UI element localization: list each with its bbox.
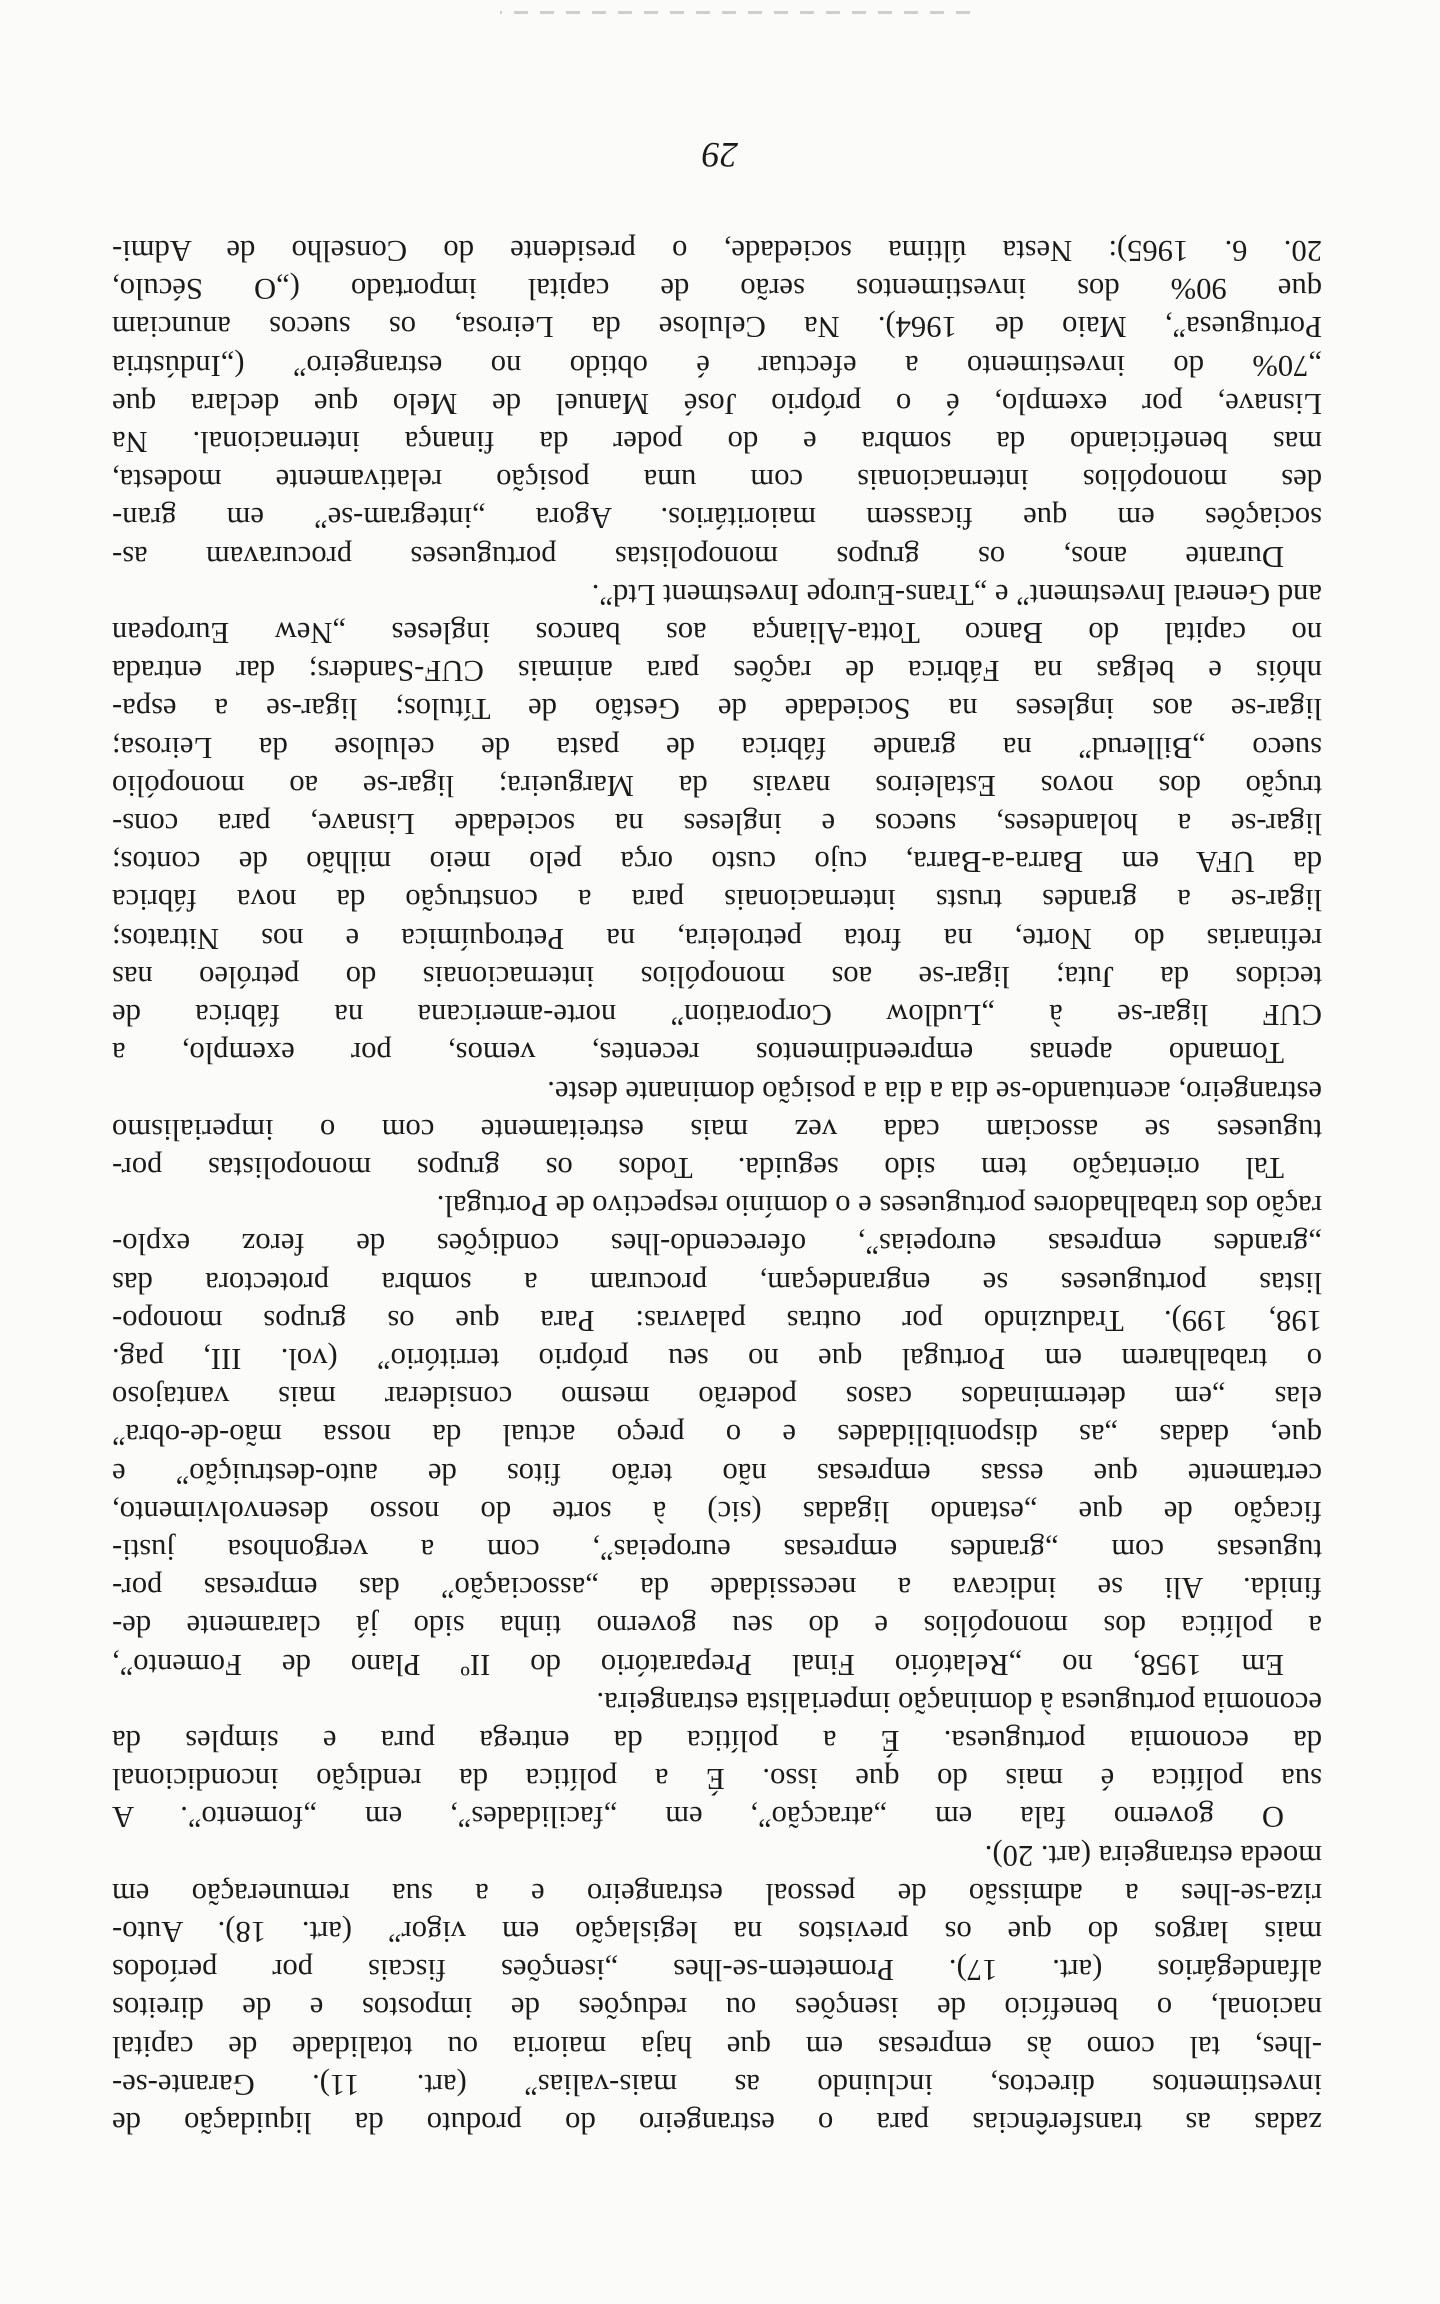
page-number: 29: [702, 135, 738, 175]
text-line: sociações em que ficassem maioritários. Agora „integram-se” em gran-: [112, 501, 1322, 536]
text-line: ficação de que „estando ligadas (sic) à sorte do nosso desenvolvimento,: [112, 1494, 1322, 1529]
text-line: Durante anos, os grupos monopolistas portugueses procuravam as-: [112, 539, 1284, 574]
text-line: da economia portuguesa. É a política da entrega pura e simples da: [112, 1723, 1322, 1758]
text-line: ligar-se a grandes trusts internacionais para a construção da nova fábrica: [112, 883, 1322, 918]
text-line: que, dadas „as disponibilidades e o preço actual da nossa mão-de-obra”: [112, 1418, 1322, 1453]
text-line: and General Investment” e „Trans-Europe Investment Ltd”.: [591, 577, 1322, 612]
text-line: Tomando apenas empreendimentos recentes, vemos, por exemplo, a: [112, 1036, 1284, 1071]
text-line: des monopólios internacionais com uma posição relativamente modesta,: [112, 463, 1322, 498]
text-line: listas portugueses se engrandeçam, procuram a sombra protectora das: [112, 1265, 1322, 1300]
text-line: „70% do investimento a efectuar é obtido no estrangeiro” („Indústria: [112, 348, 1322, 383]
text-line: elas „em determinados casos poderão mesmo considerar mais vantajoso: [112, 1380, 1322, 1415]
text-line: tugueses se associam cada vez mais estreitamente com o imperialismo: [112, 1112, 1322, 1147]
text-line: o trabalharem em Portugal que no seu próprio território” (vol. III, pag.: [112, 1341, 1322, 1376]
text-line: mas beneficiando da sombra e do poder da finança internacional. Na: [112, 425, 1322, 460]
text-line: O governo fala em „atracção”, em „facilidades”, em „fomento”. A: [112, 1800, 1284, 1835]
text-line: finida. Ali se indicava a necessidade da „associação” das empresas por-: [112, 1571, 1322, 1606]
text-line: a política dos monopólios e do seu governo tinha sido já claramente de-: [112, 1609, 1322, 1644]
text-line: economia portuguesa à dominação imperialista estrangeira.: [596, 1685, 1322, 1720]
text-line: investimentos directos, incluindo as mais-valias” (art. 11). Garante-se-: [112, 2067, 1322, 2102]
text-line: 20. 6. 1965): Nesta última sociedade, o presidente do Conselho de Admi-: [112, 234, 1322, 269]
text-line: CUF ligar-se à „Ludlow Corporation” norte-americana na fábrica de: [112, 998, 1322, 1033]
text-line: „grandes empresas europeias”, oferecendo-lhes condições de feroz explo-: [112, 1227, 1322, 1262]
text-line: mais largos do que os previstos na legislação em vigor” (art. 18). Auto-: [112, 1914, 1322, 1949]
text-line: Em 1958, no „Relatório Final Preparatório do IIº Plano de Fomento”,: [112, 1647, 1284, 1682]
text-line: tecidos da Juta; ligar-se aos monopólios internacionais do petróleo nas: [112, 959, 1322, 994]
text-line: 198, 199). Traduzindo por outras palavras: Para que os grupos monopo-: [112, 1303, 1322, 1338]
text-line: Lisnave, por exemplo, é o próprio José Manuel de Melo que declara que: [112, 386, 1322, 421]
text-line: nhóis e belgas na Fábrica de rações para animais CUF-Sanders; dar entrada: [112, 654, 1322, 689]
text-line: tuguesas com „grandes empresas europeias”, com a vergonhosa justi-: [112, 1532, 1322, 1567]
text-line: ligar-se a holandeses, suecos e ingleses na sociedade Lisnave, para cons-: [112, 807, 1322, 842]
text-line: -lhes, tal como às empresas em que haja maioria ou totalidade de capital: [112, 2029, 1322, 2064]
text-line: certamente que essas empresas não terão fitos de auto-destruição” e: [112, 1456, 1322, 1491]
text-line: estrangeiro, acentuando-se dia a dia a posição dominante deste.: [547, 1074, 1322, 1109]
text-line: zadas as transferências para o estrangeiro do produto da liquidação de: [112, 2106, 1322, 2140]
text-line: moeda estrangeira (art. 20).: [984, 1838, 1322, 1873]
text-line: Tal orientação tem sido seguida. Todos os grupos monopolistas por-: [112, 1150, 1284, 1185]
text-line: no capital do Banco Totta-Aliança aos bancos ingleses „New European: [112, 616, 1322, 651]
text-line: trução dos novos Estaleiros navais da Margueira; ligar-se ao monopólio: [112, 768, 1322, 803]
scan-edge-marks: [500, 11, 970, 14]
text-line: alfandegários (art. 17). Prometem-se-lhes „isenções fiscais por períodos: [112, 1953, 1322, 1988]
text-line: da UFA em Barra-a-Barra, cujo custo orça pelo meio milhão de contos;: [112, 845, 1322, 880]
text-line: sueco „Billerud” na grande fábrica de pasta de celulose da Leirosa;: [112, 730, 1322, 765]
text-line: Portuguesa”, Maio de 1964). Na Celulose da Leirosa, os suecos anunciam: [112, 310, 1322, 345]
body-text: [112, 232, 1322, 2142]
text-line: ligar-se aos ingleses na Sociedade de Gestão de Títulos; ligar-se a espa-: [112, 692, 1322, 727]
text-line: riza-se-lhes a admissão de pessoal estrangeiro e a sua remuneração em: [112, 1876, 1322, 1911]
text-line: refinarias do Norte, na frota petroleira, na Petroquímica e nos Nitratos;: [112, 921, 1322, 956]
text-line: ração dos trabalhadores portugueses e o domínio respectivo de Portugal.: [436, 1189, 1322, 1224]
text-line: nacional, o benefício de isenções ou reduções de impostos e de direitos: [112, 1991, 1322, 2026]
text-line: sua política é mais do que isso. É a política da rendição incondicional: [112, 1762, 1322, 1797]
text-line: que 90% dos investimentos serão de capital importado („O Século,: [112, 272, 1322, 307]
